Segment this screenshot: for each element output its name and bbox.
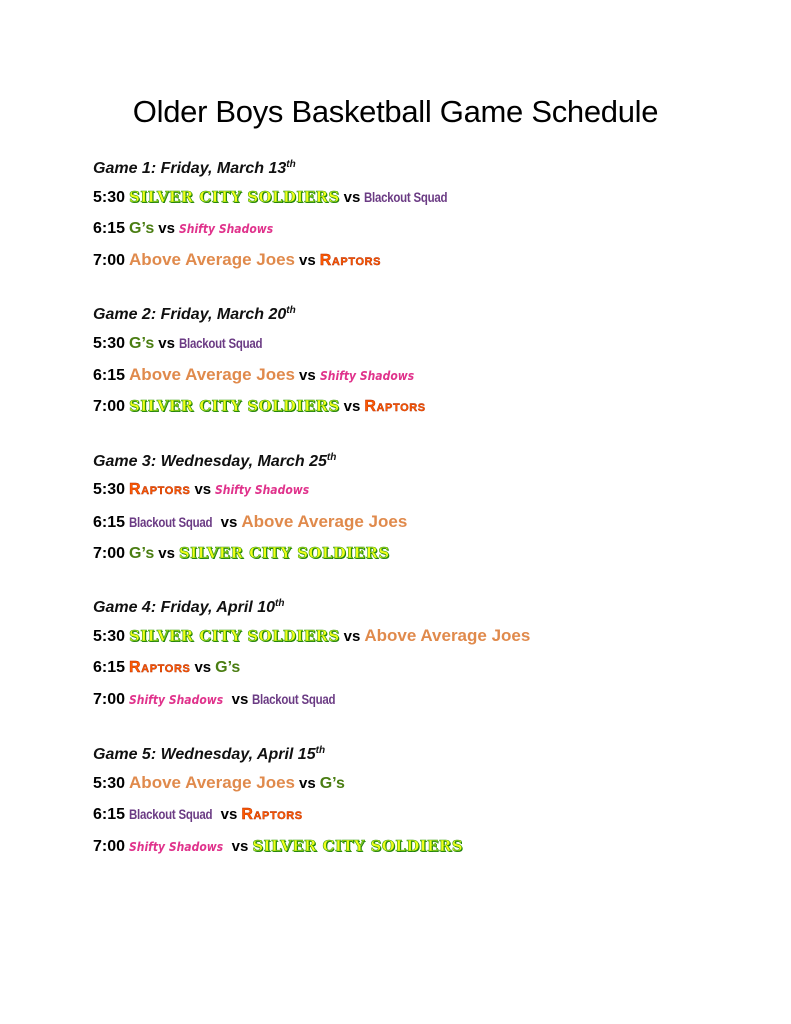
home-team: Above Average Joes bbox=[129, 250, 296, 269]
away-team: G’s bbox=[319, 775, 345, 792]
vs-label: vs bbox=[231, 838, 249, 855]
game-time: 5:30 bbox=[93, 335, 126, 352]
game-time: 6:15 bbox=[93, 659, 126, 676]
matchup-row bbox=[93, 245, 452, 275]
matchup-row bbox=[93, 621, 530, 651]
matchup-row bbox=[93, 768, 463, 798]
vs-label: vs bbox=[343, 628, 361, 645]
vs-label: vs bbox=[299, 252, 316, 269]
vs-label: vs bbox=[220, 806, 238, 823]
matchup-row bbox=[93, 798, 463, 831]
matchup-row bbox=[93, 651, 530, 684]
vs-label: vs bbox=[343, 398, 361, 415]
game-heading bbox=[93, 449, 407, 475]
away-team: Above Average Joes bbox=[241, 512, 408, 531]
game-time: 6:15 bbox=[93, 514, 126, 531]
away-team: Blackout Squad bbox=[252, 691, 336, 707]
ordinal-suffix: th bbox=[286, 159, 296, 170]
away-team: Raptors bbox=[319, 252, 382, 269]
matchup-row bbox=[93, 831, 463, 861]
game-heading bbox=[93, 595, 530, 621]
home-team: Raptors bbox=[129, 659, 191, 676]
away-team: Blackout Squad bbox=[178, 335, 263, 351]
away-team: SILVER CITY SOLDIERS bbox=[178, 544, 390, 562]
ordinal-suffix: th bbox=[326, 452, 337, 463]
away-team: SILVER CITY SOLDIERS bbox=[252, 837, 463, 855]
matchup-row bbox=[93, 358, 426, 391]
game-time: 5:30 bbox=[93, 481, 126, 498]
matchup-row bbox=[93, 475, 407, 505]
page-title: Older Boys Basketball Game Schedule bbox=[132, 94, 659, 129]
game-heading-text: Game 2: Friday, March 20 bbox=[93, 306, 287, 323]
vs-label: vs bbox=[231, 691, 249, 708]
game-time: 7:00 bbox=[93, 398, 126, 415]
home-team: SILVER CITY SOLDIERS bbox=[129, 188, 340, 206]
game-time: 6:15 bbox=[93, 220, 126, 237]
home-team: Blackout Squad bbox=[129, 806, 213, 822]
game-time: 5:30 bbox=[93, 189, 126, 206]
ordinal-suffix: th bbox=[315, 745, 326, 756]
vs-label: vs bbox=[220, 514, 238, 531]
game-heading bbox=[93, 742, 463, 768]
matchup-row bbox=[93, 538, 407, 568]
home-team: G’s bbox=[129, 220, 155, 237]
vs-label: vs bbox=[158, 545, 175, 562]
home-team: SILVER CITY SOLDIERS bbox=[129, 397, 340, 415]
matchup-row bbox=[93, 182, 452, 212]
away-team: G’s bbox=[215, 659, 241, 676]
home-team: Raptors bbox=[129, 481, 191, 498]
away-team: Shifty Shadows bbox=[178, 222, 274, 236]
home-team: SILVER CITY SOLDIERS bbox=[129, 627, 340, 645]
home-team: Above Average Joes bbox=[129, 365, 296, 384]
game-time: 7:00 bbox=[93, 691, 126, 708]
game-section bbox=[93, 302, 426, 421]
vs-label: vs bbox=[299, 775, 316, 792]
ordinal-suffix: th bbox=[275, 598, 285, 609]
game-time: 7:00 bbox=[93, 545, 126, 562]
away-team: Raptors bbox=[364, 398, 426, 415]
game-time: 6:15 bbox=[93, 806, 126, 823]
game-section bbox=[93, 742, 463, 861]
game-heading-text: Game 1: Friday, March 13 bbox=[93, 160, 287, 177]
matchup-row bbox=[93, 505, 407, 538]
game-heading bbox=[93, 156, 452, 182]
away-team: Shifty Shadows bbox=[319, 369, 414, 383]
vs-label: vs bbox=[158, 220, 175, 237]
vs-label: vs bbox=[158, 335, 175, 352]
vs-label: vs bbox=[194, 481, 212, 498]
game-heading-text: Game 3: Wednesday, March 25 bbox=[93, 453, 327, 470]
away-team: Raptors bbox=[241, 806, 303, 823]
matchup-row bbox=[93, 328, 426, 358]
home-team: Shifty Shadows bbox=[129, 840, 224, 854]
away-team: Above Average Joes bbox=[364, 626, 531, 645]
game-time: 7:00 bbox=[93, 252, 126, 269]
game-section bbox=[93, 156, 452, 275]
game-time: 7:00 bbox=[93, 838, 126, 855]
away-team: Blackout Squad bbox=[364, 189, 448, 205]
home-team: Blackout Squad bbox=[129, 514, 213, 530]
matchup-row bbox=[93, 684, 530, 714]
matchup-row bbox=[93, 391, 426, 421]
ordinal-suffix: th bbox=[286, 305, 296, 316]
home-team: G’s bbox=[129, 545, 155, 562]
vs-label: vs bbox=[299, 367, 316, 384]
game-time: 6:15 bbox=[93, 367, 126, 384]
away-team: Shifty Shadows bbox=[215, 483, 310, 497]
vs-label: vs bbox=[343, 189, 361, 206]
game-time: 5:30 bbox=[93, 775, 126, 792]
home-team: G’s bbox=[129, 335, 155, 352]
game-heading-text: Game 4: Friday, April 10 bbox=[93, 599, 275, 616]
game-time: 5:30 bbox=[93, 628, 126, 645]
home-team: Shifty Shadows bbox=[129, 693, 224, 707]
game-section bbox=[93, 595, 530, 714]
game-heading-text: Game 5: Wednesday, April 15 bbox=[93, 746, 316, 763]
vs-label: vs bbox=[194, 659, 212, 676]
matchup-row bbox=[93, 212, 452, 245]
home-team: Above Average Joes bbox=[129, 773, 296, 792]
game-section bbox=[93, 449, 407, 568]
game-heading bbox=[93, 302, 426, 328]
